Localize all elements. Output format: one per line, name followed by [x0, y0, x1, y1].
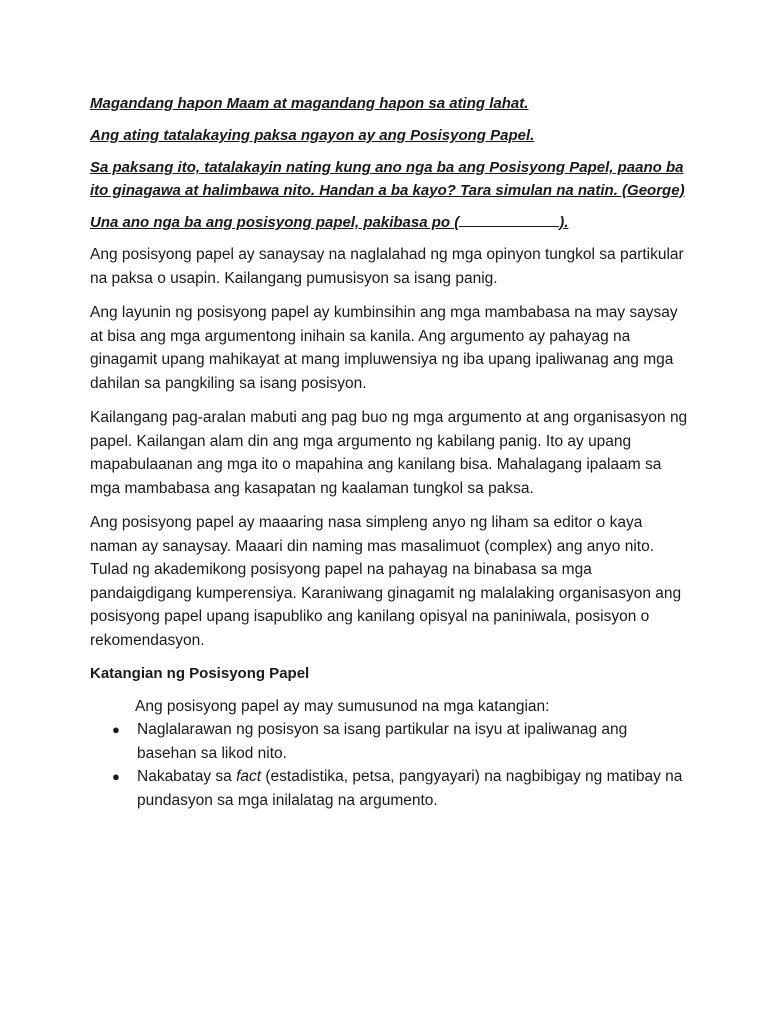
paragraph-organization: Kailangang pag-aralan mabuti ang pag buo ng mga argumento at ang organisasyon ng papel. Kailangan alam din ang mga argumento ng kabilang panig. Ito ay upang mapabulaanan ang mga ito o mapahina ang kanilang bisa. Mahalagang ipalaam sa mga mambabasa ang kasapatan ng kaalaman tungkol sa paksa.	[90, 409, 688, 497]
document-page	[90, 92, 690, 812]
list-item-text: Naglalarawan ng posisyon sa isang partikular na isyu at ipaliwanag ang basehan sa likod nito.	[137, 721, 628, 762]
intro-overview: Sa paksang ito, tatalakayin nating kung ano nga ba ang Posisyong Papel, paano ba ito ginagawa at halimbawa nito. Handan a ba kayo? Tara simulan na natin. (George)	[90, 159, 685, 199]
intro-topic: Ang ating tatalakaying paksa ngayon ay ang Posisyong Papel.	[90, 127, 535, 144]
bullet-icon: ●	[112, 769, 120, 784]
list-item	[90, 718, 690, 765]
bullet-icon: ●	[112, 722, 120, 737]
section-lead: Ang posisyong papel ay may sumusunod na mga katangian:	[135, 698, 550, 715]
intro-greeting: Magandang hapon Maam at magandang hapon sa ating lahat.	[90, 95, 529, 112]
list-item-text-italic: fact	[236, 768, 262, 785]
paragraph-forms: Ang posisyong papel ay maaaring nasa simpleng anyo ng liham sa editor o kaya naman ay sanaysay. Maaari din naming mas masalimuot (complex) ang anyo nito. Tulad ng akademikong posisyong papel na pahayag na binabasa sa mga pandaigdigang kumperensiya. Karaniwang ginagamit ng malalaking organisasyon ang posisyong papel upang isapubliko ang kanilang opisyal na paniniwala, posisyon o rekomendasyon.	[90, 514, 682, 649]
characteristics-list	[90, 718, 690, 812]
list-item-text-end: (estadistika, petsa, pangyayari) na nagbibigay ng matibay na pundasyon sa mga inilalatag na argumento.	[137, 768, 683, 809]
name-blank	[459, 212, 559, 227]
paragraph-purpose: Ang layunin ng posisyong papel ay kumbinsihin ang mga mambabasa na may saysay at bisa ang mga argumentong inihain sa kanila. Ang argumento ay pahayag na ginagamit upang mahikayat at mang impluwensiya ng iba upang ipaliwanag ang mga dahilan sa pangkiling sa isang posisyon.	[90, 304, 678, 392]
intro-reading-request-end: ).	[559, 214, 569, 231]
section-heading: Katangian ng Posisyong Papel	[90, 665, 310, 682]
list-item-text-start: Nakabatay sa	[137, 768, 237, 785]
intro-reading-request-text: Una ano nga ba ang posisyong papel, pakibasa po (	[90, 214, 460, 231]
intro-reading-request	[90, 211, 690, 234]
list-item	[90, 765, 690, 812]
paragraph-definition: Ang posisyong papel ay sanaysay na naglalahad ng mga opinyon tungkol sa partikular na paksa o usapin. Kailangang pumusisyon sa isang panig.	[90, 246, 684, 287]
